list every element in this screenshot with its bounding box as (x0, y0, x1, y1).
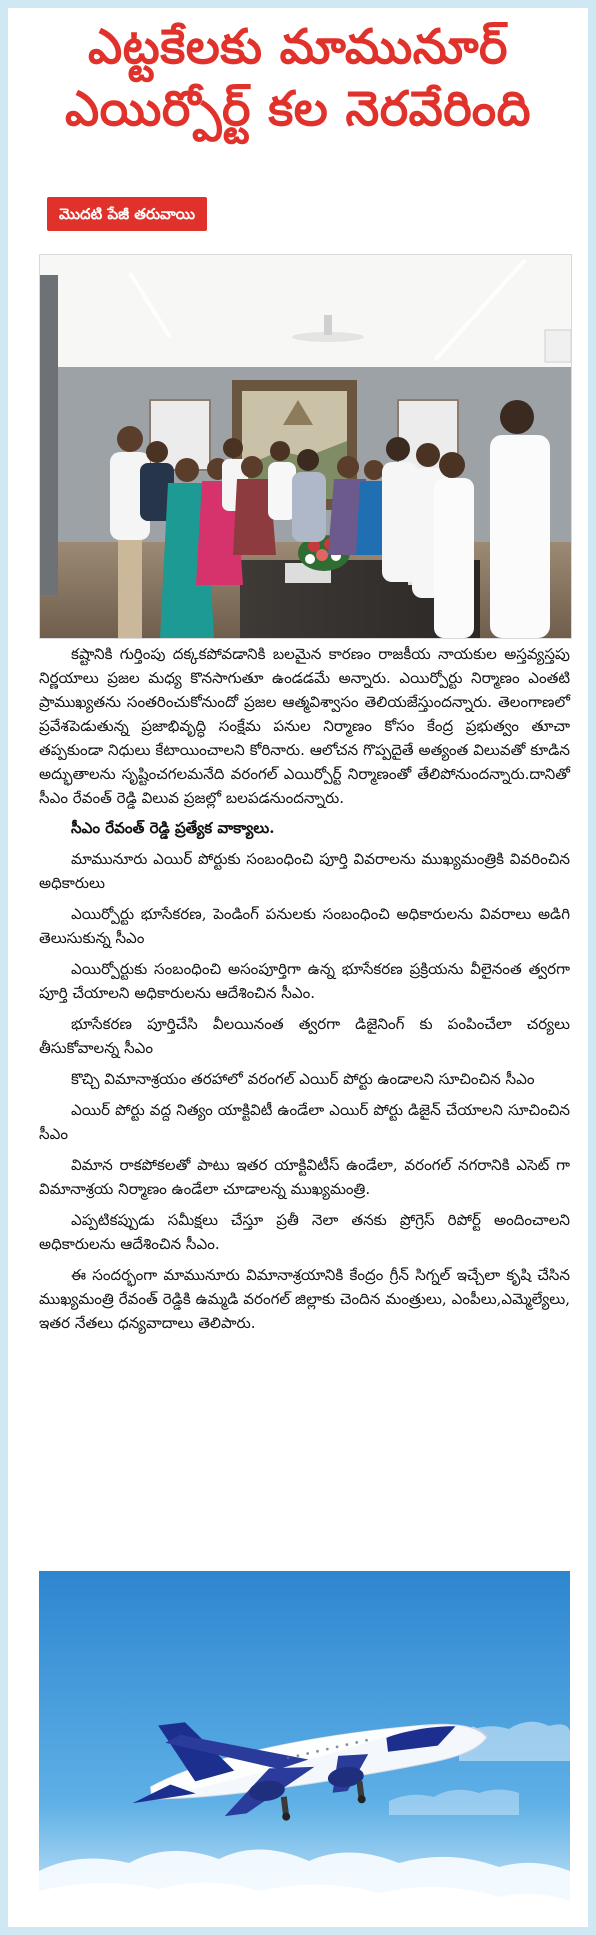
continued-badge: మొదటి పేజీ తరువాయి (47, 197, 207, 231)
article-subheading: సీఎం రేవంత్ రెడ్డి ప్రత్యేక వాక్యాలు. (71, 819, 275, 837)
article-paragraph: కష్టానికి గుర్తింపు దక్కకపోవడానికి బలమైన కారణం రాజకీయ నాయకుల అస్తవ్యస్తపు నిర్ణయాలు ప్రజల మధ్య కొనసాగుతూ ఉండడమే అన్నారు. ఎయిర్పోర్టు నిర్మాణం ఎంతటి ప్రాముఖ్యతను సంతరించుకోనుందో ప్రజల ఆత్మవిశ్వాసం తెలియజేస్తుందన్నారు. తెలంగాణలో ప్రవేశపెడుతున్న ప్రజాభివృద్ధి సంక్షేమ పనుల నిర్మాణం కోసం కేంద్ర ప్రభుత్వం తూచా తప్పకుండా నిధులు కేటాయించాలని కోరినారు. ఆలోచన గొప్పదైతే అత్యంత విలువతో కూడిన అద్భుతాలను సృష్టించగలమనేది వరంగల్ ఎయిర్పోర్ట్ నిర్మాణంతో తేలిపోనుందన్నారు.దానితో సీఎం రేవంత్ రెడ్డి విలువ ప్రజల్లో బలపడనుందన్నారు. (39, 645, 570, 807)
newspaper-clipping (8, 8, 588, 1927)
article-body (39, 642, 570, 1342)
article-point-7: విమాన రాకపోకలతో పాటు ఇతర యాక్టివిటీస్ ఉండేలా, వరంగల్ నగరానికి ఎసెట్ గా విమానాశ్రయ నిర్మాణం ఉండేలా చూడాలన్న ముఖ్యమంత్రి. (39, 1156, 570, 1198)
article-point-2: ఎయిర్పోర్టు భూసేకరణ, పెండింగ్ పనులకు సంబంధించి అధికారులను వివరాలు అడిగి తెలుసుకున్న సీఎం (39, 905, 570, 947)
headline-line-1: ఎట్టకేలకు మామునూర్ (88, 19, 508, 75)
article-point-1: మామునూరు ఎయిర్ పోర్టుకు సంబంధించి పూర్తి వివరాలను ముఖ్యమంత్రికి వివరించిన అధికారులు (39, 850, 570, 892)
article-point-3: ఎయిర్పోర్టుకు సంబంధించి అసంపూర్తిగా ఉన్న భూసేకరణ ప్రక్రియను వీలైనంత త్వరగా పూర్తి చేయాలని అధికారులను ఆదేశించిన సీఎం. (39, 960, 570, 1002)
airplane-photo (39, 1571, 570, 1927)
meeting-photo (39, 254, 572, 639)
headline (8, 16, 588, 140)
article-point-9: ఈ సందర్భంగా మామునూరు విమానాశ్రయానికి కేంద్రం గ్రీన్ సిగ్నల్ ఇచ్చేలా కృషి చేసిన ముఖ్యమంత్రి రేవంత్ రెడ్డికి ఉమ్మడి వరంగల్ జిల్లాకు చెందిన మంత్రులు, ఎంపీలు,ఎమ్మెల్యేలు, ఇతర నేతలు ధన్యవాదాలు తెలిపారు. (39, 1266, 570, 1332)
airplane-photo-image (39, 1571, 570, 1927)
headline-line-2: ఎయిర్పోర్ట్ కల నెరవేరింది (65, 81, 531, 137)
article-point-8: ఎప్పటికప్పుడు సమీక్షలు చేస్తూ ప్రతీ నెలా తనకు ప్రోగ్రెస్ రిపోర్ట్ అందించాలని అధికారులను ఆదేశించిన సీఎం. (39, 1211, 570, 1253)
article-point-5: కొచ్చి విమానాశ్రయం తరహాలో వరంగల్ ఎయిర్ పోర్టు ఉండాలని సూచించిన సీఎం (71, 1070, 535, 1088)
article-point-4: భూసేకరణ పూర్తిచేసి వీలయినంత త్వరగా డిజైనింగ్ కు పంపించేలా చర్యలు తీసుకోవాలన్న సీఎం (39, 1015, 570, 1057)
article-point-6: ఎయిర్ పోర్టు వద్ద నిత్యం యాక్టివిటీ ఉండేలా ఎయిర్ పోర్టు డిజైన్ చేయాలని సూచించిన సీఎం (39, 1101, 570, 1143)
meeting-photo-image (40, 255, 571, 638)
